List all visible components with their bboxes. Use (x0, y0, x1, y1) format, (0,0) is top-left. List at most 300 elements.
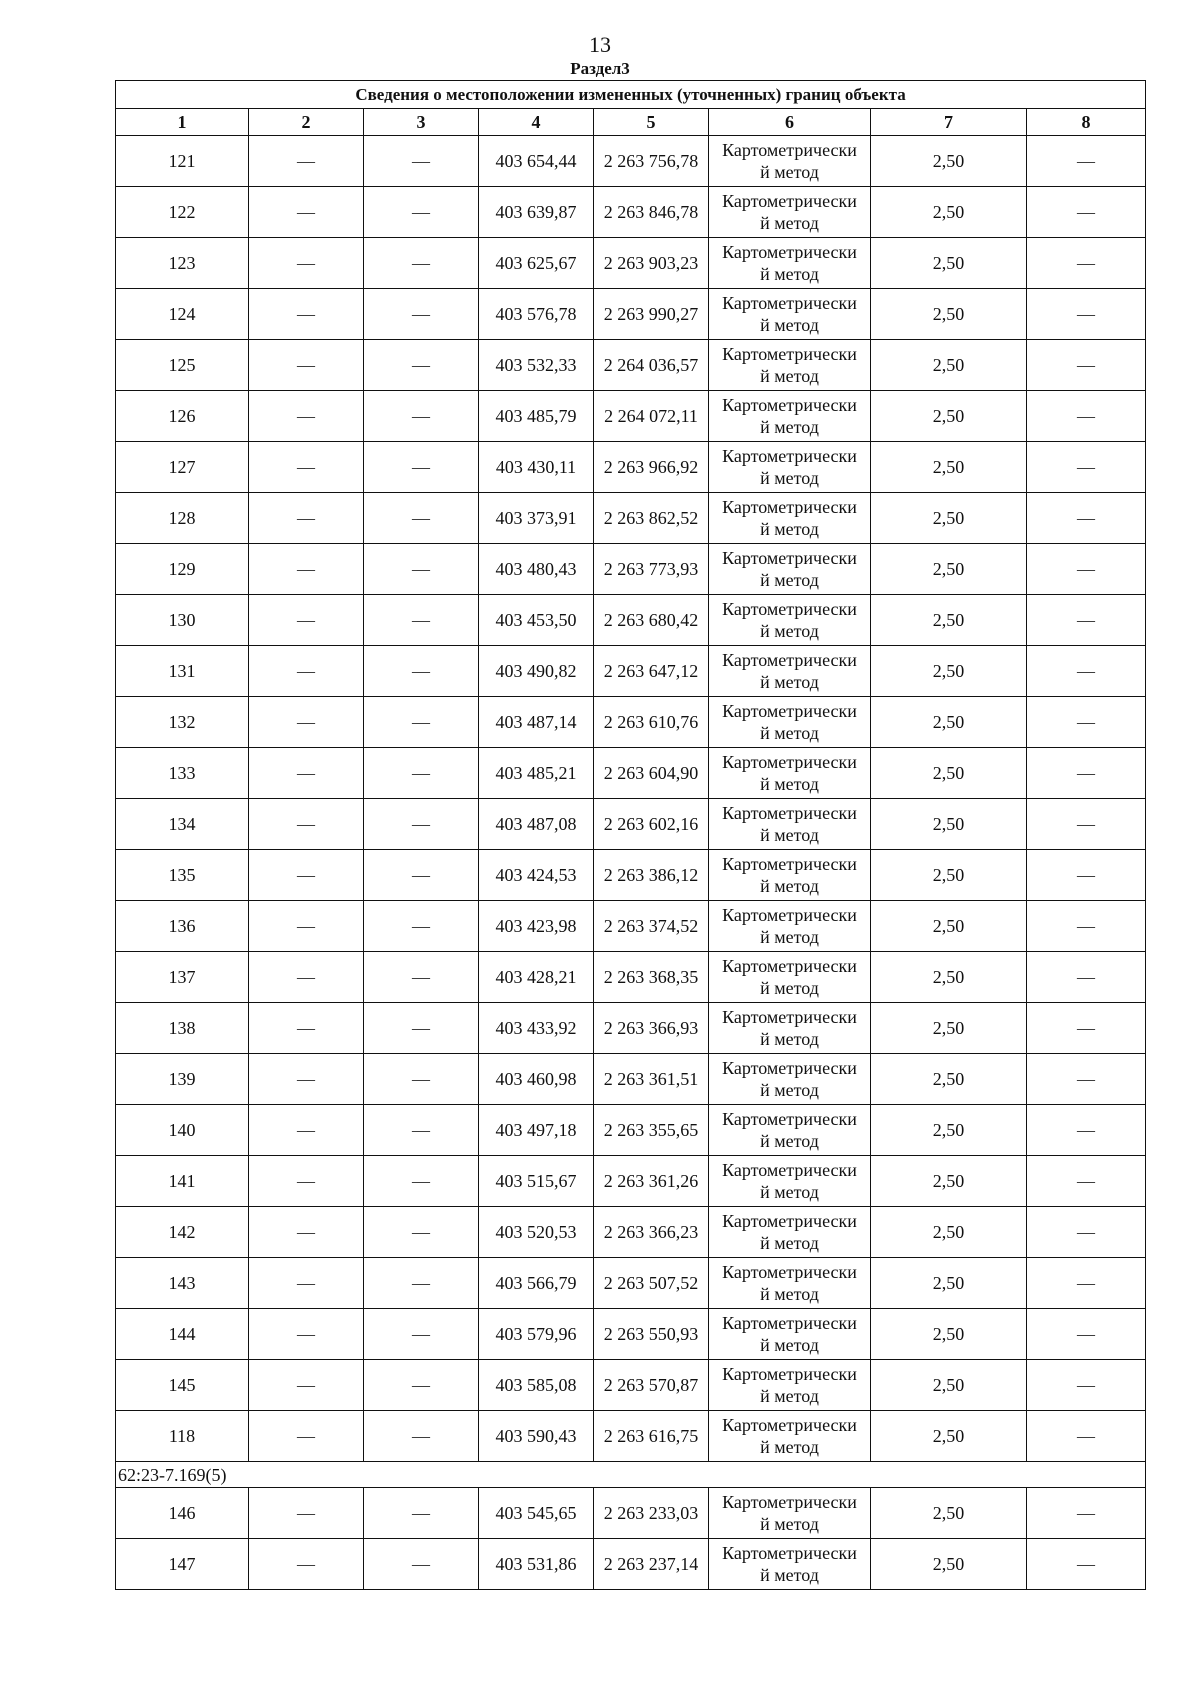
dash-cell: — (249, 136, 364, 187)
coordinate-y-cell: 2 263 773,93 (594, 544, 709, 595)
table-row (116, 646, 1146, 697)
method-cell (709, 850, 871, 901)
method-cell (709, 595, 871, 646)
method-text-line1: Картометрически (722, 701, 857, 721)
table-row (116, 595, 1146, 646)
dash-cell: — (249, 1105, 364, 1156)
method-cell (709, 646, 871, 697)
method-cell (709, 1054, 871, 1105)
point-number-cell: 132 (116, 697, 249, 748)
dash-cell: — (249, 391, 364, 442)
table-row (116, 1003, 1146, 1054)
method-text-line1: Картометрически (722, 1492, 857, 1512)
coordinate-y-cell: 2 264 036,57 (594, 340, 709, 391)
coordinate-y-cell: 2 263 966,92 (594, 442, 709, 493)
method-text-line2: й метод (760, 1029, 819, 1049)
coordinate-y-cell: 2 263 366,23 (594, 1207, 709, 1258)
table-header-row (116, 109, 1146, 136)
method-text-line1: Картометрически (722, 1211, 857, 1231)
dash-cell: — (249, 238, 364, 289)
table-row (116, 1539, 1146, 1590)
method-cell (709, 1309, 871, 1360)
method-text-line1: Картометрически (722, 1415, 857, 1435)
table-row (116, 1258, 1146, 1309)
dash-cell: — (364, 1105, 479, 1156)
dash-cell: — (1027, 799, 1146, 850)
coordinate-x-cell: 403 545,65 (479, 1488, 594, 1539)
dash-cell: — (364, 1156, 479, 1207)
point-number-cell: 133 (116, 748, 249, 799)
coordinate-x-cell: 403 423,98 (479, 901, 594, 952)
point-number-cell: 134 (116, 799, 249, 850)
dash-cell: — (249, 1156, 364, 1207)
method-text-line1: Картометрически (722, 191, 857, 211)
coordinate-x-cell: 403 453,50 (479, 595, 594, 646)
method-text-line2: й метод (760, 876, 819, 896)
dash-cell: — (364, 442, 479, 493)
coordinate-y-cell: 2 263 647,12 (594, 646, 709, 697)
dash-cell: — (249, 187, 364, 238)
accuracy-cell: 2,50 (871, 1105, 1027, 1156)
coordinate-x-cell: 403 485,21 (479, 748, 594, 799)
coordinate-x-cell: 403 532,33 (479, 340, 594, 391)
table-row (116, 748, 1146, 799)
point-number-cell: 138 (116, 1003, 249, 1054)
method-cell (709, 340, 871, 391)
coordinate-y-cell: 2 263 990,27 (594, 289, 709, 340)
accuracy-cell: 2,50 (871, 850, 1027, 901)
point-number-cell: 121 (116, 136, 249, 187)
table-row (116, 1156, 1146, 1207)
coordinate-y-cell: 2 263 386,12 (594, 850, 709, 901)
method-text-line2: й метод (760, 978, 819, 998)
column-header: 5 (594, 109, 709, 136)
table-body (116, 81, 1146, 1590)
method-cell (709, 1539, 871, 1590)
table-row (116, 340, 1146, 391)
method-cell (709, 1003, 871, 1054)
accuracy-cell: 2,50 (871, 1411, 1027, 1462)
method-text-line1: Картометрически (722, 803, 857, 823)
table-caption-row (116, 81, 1146, 109)
table-row (116, 1054, 1146, 1105)
coordinate-y-cell: 2 263 610,76 (594, 697, 709, 748)
accuracy-cell: 2,50 (871, 1539, 1027, 1590)
table-row (116, 901, 1146, 952)
coordinate-x-cell: 403 373,91 (479, 493, 594, 544)
coordinate-y-cell: 2 263 361,26 (594, 1156, 709, 1207)
dash-cell: — (249, 1360, 364, 1411)
coordinate-y-cell: 2 263 616,75 (594, 1411, 709, 1462)
dash-cell: — (1027, 1054, 1146, 1105)
coordinate-x-cell: 403 430,11 (479, 442, 594, 493)
point-number-cell: 141 (116, 1156, 249, 1207)
method-cell (709, 1156, 871, 1207)
dash-cell: — (249, 289, 364, 340)
method-cell (709, 187, 871, 238)
coordinate-x-cell: 403 428,21 (479, 952, 594, 1003)
table-row (116, 850, 1146, 901)
method-text-line2: й метод (760, 1233, 819, 1253)
method-cell (709, 136, 871, 187)
method-text-line2: й метод (760, 1565, 819, 1585)
method-text-line1: Картометрически (722, 344, 857, 364)
method-text-line2: й метод (760, 723, 819, 743)
coordinate-y-cell: 2 263 570,87 (594, 1360, 709, 1411)
method-text-line2: й метод (760, 1182, 819, 1202)
coordinate-x-cell: 403 515,67 (479, 1156, 594, 1207)
method-text-line1: Картометрически (722, 1007, 857, 1027)
dash-cell: — (1027, 1258, 1146, 1309)
method-cell (709, 952, 871, 1003)
coordinate-y-cell: 2 263 366,93 (594, 1003, 709, 1054)
column-header: 6 (709, 109, 871, 136)
method-text-line2: й метод (760, 927, 819, 947)
coordinate-x-cell: 403 654,44 (479, 136, 594, 187)
point-number-cell: 118 (116, 1411, 249, 1462)
method-text-line2: й метод (760, 774, 819, 794)
dash-cell: — (1027, 697, 1146, 748)
dash-cell: — (249, 748, 364, 799)
coordinate-y-cell: 2 263 355,65 (594, 1105, 709, 1156)
table-row (116, 952, 1146, 1003)
dash-cell: — (364, 1258, 479, 1309)
coordinate-x-cell: 403 490,82 (479, 646, 594, 697)
point-number-cell: 129 (116, 544, 249, 595)
table-row (116, 1360, 1146, 1411)
method-text-line1: Картометрически (722, 140, 857, 160)
table-row (116, 697, 1146, 748)
dash-cell: — (364, 901, 479, 952)
point-number-cell: 140 (116, 1105, 249, 1156)
point-number-cell: 139 (116, 1054, 249, 1105)
accuracy-cell: 2,50 (871, 289, 1027, 340)
column-header: 2 (249, 109, 364, 136)
method-cell (709, 1360, 871, 1411)
table-row (116, 136, 1146, 187)
dash-cell: — (364, 1539, 479, 1590)
dash-cell: — (364, 952, 479, 1003)
accuracy-cell: 2,50 (871, 1360, 1027, 1411)
coordinate-x-cell: 403 590,43 (479, 1411, 594, 1462)
dash-cell: — (364, 850, 479, 901)
coordinate-x-cell: 403 487,08 (479, 799, 594, 850)
method-text-line2: й метод (760, 315, 819, 335)
dash-cell: — (249, 544, 364, 595)
dash-cell: — (1027, 442, 1146, 493)
method-text-line2: й метод (760, 1437, 819, 1457)
point-number-cell: 135 (116, 850, 249, 901)
column-header: 4 (479, 109, 594, 136)
accuracy-cell: 2,50 (871, 340, 1027, 391)
accuracy-cell: 2,50 (871, 1054, 1027, 1105)
dash-cell: — (249, 952, 364, 1003)
coordinate-x-cell: 403 487,14 (479, 697, 594, 748)
method-cell (709, 1488, 871, 1539)
accuracy-cell: 2,50 (871, 544, 1027, 595)
table-row (116, 187, 1146, 238)
dash-cell: — (249, 646, 364, 697)
dash-cell: — (249, 1309, 364, 1360)
accuracy-cell: 2,50 (871, 595, 1027, 646)
coordinate-y-cell: 2 263 903,23 (594, 238, 709, 289)
coordinate-x-cell: 403 531,86 (479, 1539, 594, 1590)
accuracy-cell: 2,50 (871, 442, 1027, 493)
table-row (116, 391, 1146, 442)
method-cell (709, 901, 871, 952)
coordinate-y-cell: 2 264 072,11 (594, 391, 709, 442)
point-number-cell: 144 (116, 1309, 249, 1360)
method-cell (709, 1411, 871, 1462)
method-text-line1: Картометрически (722, 1160, 857, 1180)
coordinate-y-cell: 2 263 862,52 (594, 493, 709, 544)
dash-cell: — (364, 697, 479, 748)
dash-cell: — (1027, 1360, 1146, 1411)
method-cell (709, 748, 871, 799)
dash-cell: — (1027, 850, 1146, 901)
method-cell (709, 697, 871, 748)
dash-cell: — (364, 595, 479, 646)
accuracy-cell: 2,50 (871, 1309, 1027, 1360)
dash-cell: — (1027, 1411, 1146, 1462)
dash-cell: — (1027, 1105, 1146, 1156)
method-text-line1: Картометрически (722, 1109, 857, 1129)
accuracy-cell: 2,50 (871, 493, 1027, 544)
method-text-line2: й метод (760, 213, 819, 233)
dash-cell: — (249, 1488, 364, 1539)
coordinate-y-cell: 2 263 846,78 (594, 187, 709, 238)
coordinate-x-cell: 403 625,67 (479, 238, 594, 289)
coordinate-x-cell: 403 520,53 (479, 1207, 594, 1258)
coordinate-y-cell: 2 263 550,93 (594, 1309, 709, 1360)
point-number-cell: 130 (116, 595, 249, 646)
method-text-line2: й метод (760, 825, 819, 845)
method-text-line1: Картометрически (722, 956, 857, 976)
table-row (116, 799, 1146, 850)
accuracy-cell: 2,50 (871, 646, 1027, 697)
group-label: 62:23-7.169(5) (116, 1462, 1146, 1488)
method-text-line2: й метод (760, 468, 819, 488)
point-number-cell: 126 (116, 391, 249, 442)
method-cell (709, 493, 871, 544)
accuracy-cell: 2,50 (871, 1156, 1027, 1207)
accuracy-cell: 2,50 (871, 238, 1027, 289)
method-text-line1: Картометрически (722, 752, 857, 772)
point-number-cell: 143 (116, 1258, 249, 1309)
method-text-line2: й метод (760, 366, 819, 386)
method-text-line1: Картометрически (722, 242, 857, 262)
coordinate-y-cell: 2 263 361,51 (594, 1054, 709, 1105)
dash-cell: — (364, 187, 479, 238)
method-text-line1: Картометрически (722, 497, 857, 517)
method-cell (709, 799, 871, 850)
dash-cell: — (1027, 1156, 1146, 1207)
dash-cell: — (249, 901, 364, 952)
accuracy-cell: 2,50 (871, 391, 1027, 442)
dash-cell: — (1027, 289, 1146, 340)
dash-cell: — (249, 493, 364, 544)
dash-cell: — (1027, 1207, 1146, 1258)
method-text-line2: й метод (760, 519, 819, 539)
method-cell (709, 238, 871, 289)
accuracy-cell: 2,50 (871, 799, 1027, 850)
method-cell (709, 1105, 871, 1156)
coordinate-x-cell: 403 485,79 (479, 391, 594, 442)
method-text-line1: Картометрически (722, 650, 857, 670)
dash-cell: — (1027, 391, 1146, 442)
dash-cell: — (249, 850, 364, 901)
dash-cell: — (364, 646, 479, 697)
accuracy-cell: 2,50 (871, 748, 1027, 799)
table-row (116, 1207, 1146, 1258)
method-text-line2: й метод (760, 1284, 819, 1304)
point-number-cell: 146 (116, 1488, 249, 1539)
dash-cell: — (1027, 187, 1146, 238)
table-row (116, 442, 1146, 493)
dash-cell: — (249, 595, 364, 646)
dash-cell: — (249, 799, 364, 850)
dash-cell: — (1027, 1539, 1146, 1590)
method-text-line2: й метод (760, 672, 819, 692)
method-text-line1: Картометрически (722, 905, 857, 925)
boundary-table (115, 80, 1146, 1590)
method-text-line2: й метод (760, 1514, 819, 1534)
accuracy-cell: 2,50 (871, 952, 1027, 1003)
point-number-cell: 142 (116, 1207, 249, 1258)
dash-cell: — (364, 391, 479, 442)
table-row (116, 289, 1146, 340)
dash-cell: — (249, 1003, 364, 1054)
method-text-line1: Картометрически (722, 854, 857, 874)
dash-cell: — (364, 1488, 479, 1539)
method-text-line1: Картометрически (722, 1543, 857, 1563)
dash-cell: — (364, 1207, 479, 1258)
dash-cell: — (249, 1054, 364, 1105)
coordinate-y-cell: 2 263 374,52 (594, 901, 709, 952)
coordinate-y-cell: 2 263 507,52 (594, 1258, 709, 1309)
coordinate-y-cell: 2 263 604,90 (594, 748, 709, 799)
point-number-cell: 128 (116, 493, 249, 544)
dash-cell: — (364, 136, 479, 187)
dash-cell: — (249, 442, 364, 493)
dash-cell: — (364, 1411, 479, 1462)
dash-cell: — (1027, 952, 1146, 1003)
dash-cell: — (364, 1054, 479, 1105)
method-text-line2: й метод (760, 570, 819, 590)
method-cell (709, 289, 871, 340)
table-row (116, 544, 1146, 595)
coordinate-x-cell: 403 480,43 (479, 544, 594, 595)
dash-cell: — (249, 1207, 364, 1258)
coordinate-y-cell: 2 263 756,78 (594, 136, 709, 187)
coordinate-x-cell: 403 566,79 (479, 1258, 594, 1309)
accuracy-cell: 2,50 (871, 901, 1027, 952)
method-text-line1: Картометрически (722, 1262, 857, 1282)
accuracy-cell: 2,50 (871, 1258, 1027, 1309)
method-text-line2: й метод (760, 417, 819, 437)
column-header: 3 (364, 109, 479, 136)
dash-cell: — (1027, 646, 1146, 697)
point-number-cell: 123 (116, 238, 249, 289)
dash-cell: — (1027, 1488, 1146, 1539)
coordinate-y-cell: 2 263 237,14 (594, 1539, 709, 1590)
dash-cell: — (1027, 544, 1146, 595)
accuracy-cell: 2,50 (871, 1003, 1027, 1054)
method-cell (709, 1207, 871, 1258)
table-caption: Сведения о местоположении измененных (уточненных) границ объекта (116, 81, 1146, 109)
dash-cell: — (1027, 748, 1146, 799)
point-number-cell: 122 (116, 187, 249, 238)
column-header: 7 (871, 109, 1027, 136)
point-number-cell: 125 (116, 340, 249, 391)
point-number-cell: 131 (116, 646, 249, 697)
table-row (116, 238, 1146, 289)
method-text-line1: Картометрически (722, 395, 857, 415)
dash-cell: — (1027, 1003, 1146, 1054)
method-text-line1: Картометрически (722, 548, 857, 568)
coordinate-x-cell: 403 433,92 (479, 1003, 594, 1054)
coordinate-y-cell: 2 263 368,35 (594, 952, 709, 1003)
method-text-line2: й метод (760, 162, 819, 182)
method-text-line2: й метод (760, 1131, 819, 1151)
method-text-line2: й метод (760, 1080, 819, 1100)
dash-cell: — (364, 238, 479, 289)
dash-cell: — (1027, 493, 1146, 544)
section-title: Раздел3 (570, 59, 630, 78)
point-number-cell: 137 (116, 952, 249, 1003)
table-row (116, 493, 1146, 544)
coordinate-x-cell: 403 424,53 (479, 850, 594, 901)
dash-cell: — (1027, 136, 1146, 187)
point-number-cell: 124 (116, 289, 249, 340)
dash-cell: — (249, 340, 364, 391)
coordinate-x-cell: 403 576,78 (479, 289, 594, 340)
dash-cell: — (364, 493, 479, 544)
dash-cell: — (364, 799, 479, 850)
dash-cell: — (249, 1539, 364, 1590)
method-text-line1: Картометрически (722, 599, 857, 619)
point-number-cell: 147 (116, 1539, 249, 1590)
dash-cell: — (1027, 238, 1146, 289)
coordinate-y-cell: 2 263 680,42 (594, 595, 709, 646)
coordinate-x-cell: 403 497,18 (479, 1105, 594, 1156)
coordinate-y-cell: 2 263 602,16 (594, 799, 709, 850)
page-number: 13 (589, 32, 611, 57)
column-header: 8 (1027, 109, 1146, 136)
coordinate-y-cell: 2 263 233,03 (594, 1488, 709, 1539)
method-text-line1: Картометрически (722, 293, 857, 313)
accuracy-cell: 2,50 (871, 697, 1027, 748)
dash-cell: — (249, 1411, 364, 1462)
accuracy-cell: 2,50 (871, 136, 1027, 187)
method-text-line2: й метод (760, 264, 819, 284)
method-text-line1: Картометрически (722, 446, 857, 466)
method-text-line1: Картометрически (722, 1313, 857, 1333)
dash-cell: — (1027, 595, 1146, 646)
dash-cell: — (364, 289, 479, 340)
dash-cell: — (1027, 340, 1146, 391)
group-row (116, 1462, 1146, 1488)
point-number-cell: 127 (116, 442, 249, 493)
method-cell (709, 1258, 871, 1309)
method-text-line2: й метод (760, 1386, 819, 1406)
dash-cell: — (364, 748, 479, 799)
method-text-line1: Картометрически (722, 1058, 857, 1078)
table-row (116, 1105, 1146, 1156)
method-cell (709, 391, 871, 442)
accuracy-cell: 2,50 (871, 1488, 1027, 1539)
coordinate-x-cell: 403 639,87 (479, 187, 594, 238)
